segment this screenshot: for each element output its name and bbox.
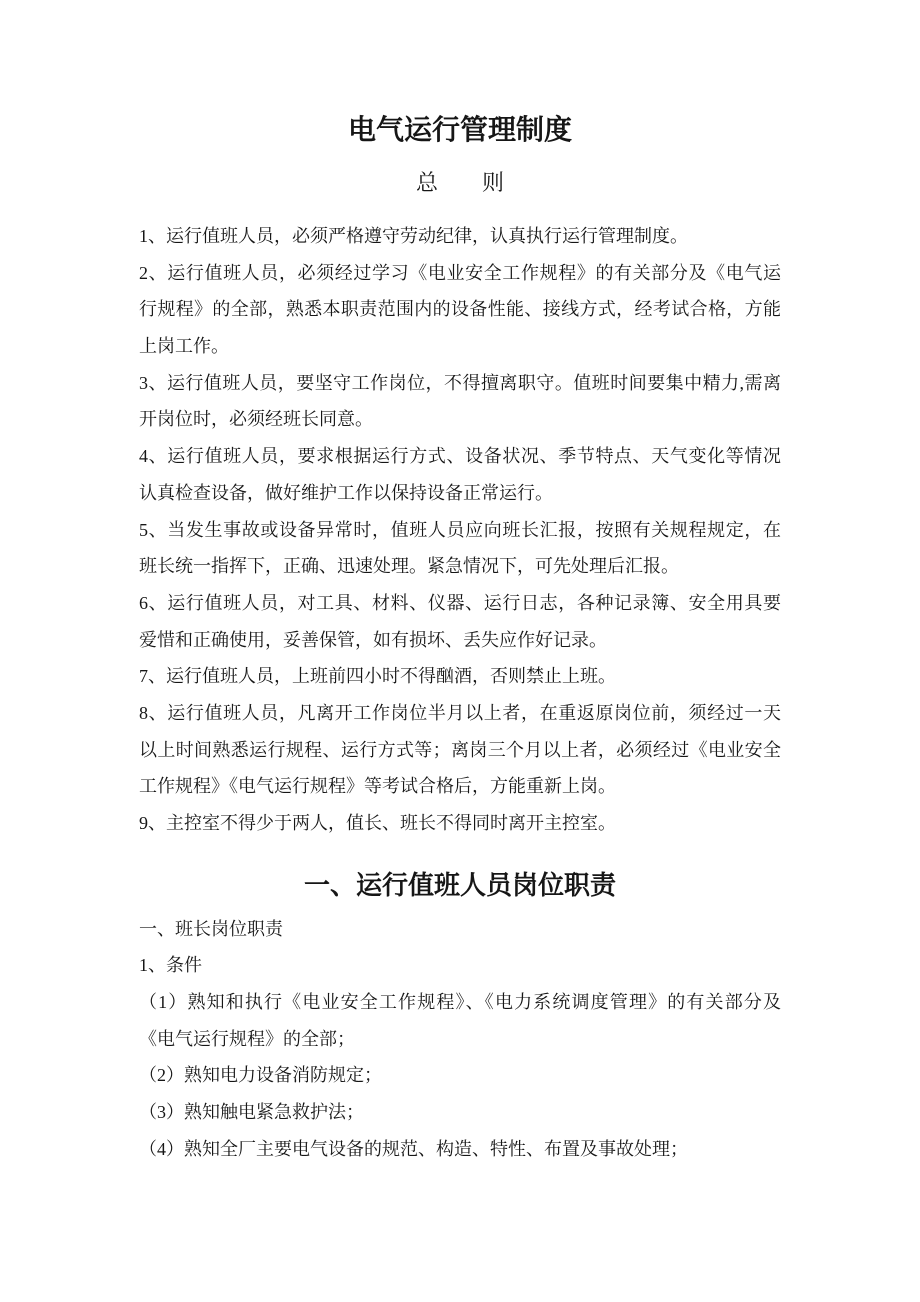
text-line: 3、运行值班人员，要坚守工作岗位，不得擅离职守。值班时间要集中精力,需离	[139, 372, 781, 393]
text-line: 1、条件	[139, 955, 202, 976]
text-line: 6、运行值班人员，对工具、材料、仪器、运行日志，各种记录簿、安全用具要	[139, 592, 781, 613]
paragraph	[139, 218, 781, 255]
paragraph	[139, 255, 781, 365]
paragraph	[139, 984, 781, 1057]
text-line: 4、运行值班人员，要求根据运行方式、设备状况、季节特点、天气变化等情况	[139, 446, 781, 467]
text-line: 8、运行值班人员，凡离开工作岗位半月以上者，在重返原岗位前，须经过一天	[139, 702, 781, 723]
general-provisions-body	[139, 218, 781, 842]
text-line: 2、运行值班人员，必须经过学习《电业安全工作规程》的有关部分及《电气运	[139, 262, 781, 283]
paragraph	[139, 805, 781, 842]
paragraph	[139, 365, 781, 438]
text-line: 一、班长岗位职责	[139, 918, 283, 939]
paragraph	[139, 512, 781, 585]
text-line: 9、主控室不得少于两人，值长、班长不得同时离开主控室。	[139, 813, 616, 833]
text-line: （4）熟知全厂主要电气设备的规范、构造、特性、布置及事故处理；	[139, 1138, 688, 1159]
paragraph	[139, 1057, 781, 1094]
paragraph	[139, 947, 781, 984]
text-line: 班长统一指挥下，正确、迅速处理。紧急情况下，可先处理后汇报。	[139, 556, 679, 577]
paragraph	[139, 585, 781, 658]
text-line: 7、运行值班人员，上班前四小时不得酗酒，否则禁止上班。	[139, 666, 616, 687]
duties-section-heading: 一、运行值班人员岗位职责	[303, 870, 616, 900]
text-line: （3）熟知触电紧急救护法；	[139, 1102, 364, 1123]
paragraph	[139, 438, 781, 511]
text-line: 工作规程》《电气运行规程》等考试合格后，方能重新上岗。	[139, 776, 616, 797]
document-title: 电气运行管理制度	[347, 115, 572, 146]
text-line: 以上时间熟悉运行规程、运行方式等；离岗三个月以上者，必须经过《电业安全	[139, 739, 781, 760]
paragraph	[139, 1094, 781, 1131]
general-provisions-heading: 总 则	[415, 170, 504, 195]
text-line: 5、当发生事故或设备异常时，值班人员应向班长汇报，按照有关规程规定，在	[139, 519, 781, 540]
text-line: 认真检查设备，做好维护工作以保持设备正常运行。	[139, 482, 553, 503]
text-line: 爱惜和正确使用，妥善保管，如有损坏、丢失应作好记录。	[139, 629, 607, 650]
text-line: （2）熟知电力设备消防规定；	[139, 1065, 382, 1086]
paragraph	[139, 1131, 781, 1168]
text-line: （1）熟知和执行《电业安全工作规程》、《电力系统调度管理》的有关部分及	[139, 992, 781, 1013]
paragraph	[139, 911, 781, 948]
text-line: 开岗位时，必须经班长同意。	[139, 409, 373, 430]
paragraph	[139, 695, 781, 805]
text-line: 上岗工作。	[139, 336, 229, 357]
text-line: 行规程》的全部，熟悉本职责范围内的设备性能、接线方式，经考试合格，方能	[139, 299, 781, 320]
paragraph	[139, 658, 781, 695]
text-line: 《电气运行规程》的全部；	[139, 1028, 355, 1049]
text-line: 1、运行值班人员，必须严格遵守劳动纪律，认真执行运行管理制度。	[139, 226, 688, 246]
duties-section-body	[139, 911, 781, 1168]
